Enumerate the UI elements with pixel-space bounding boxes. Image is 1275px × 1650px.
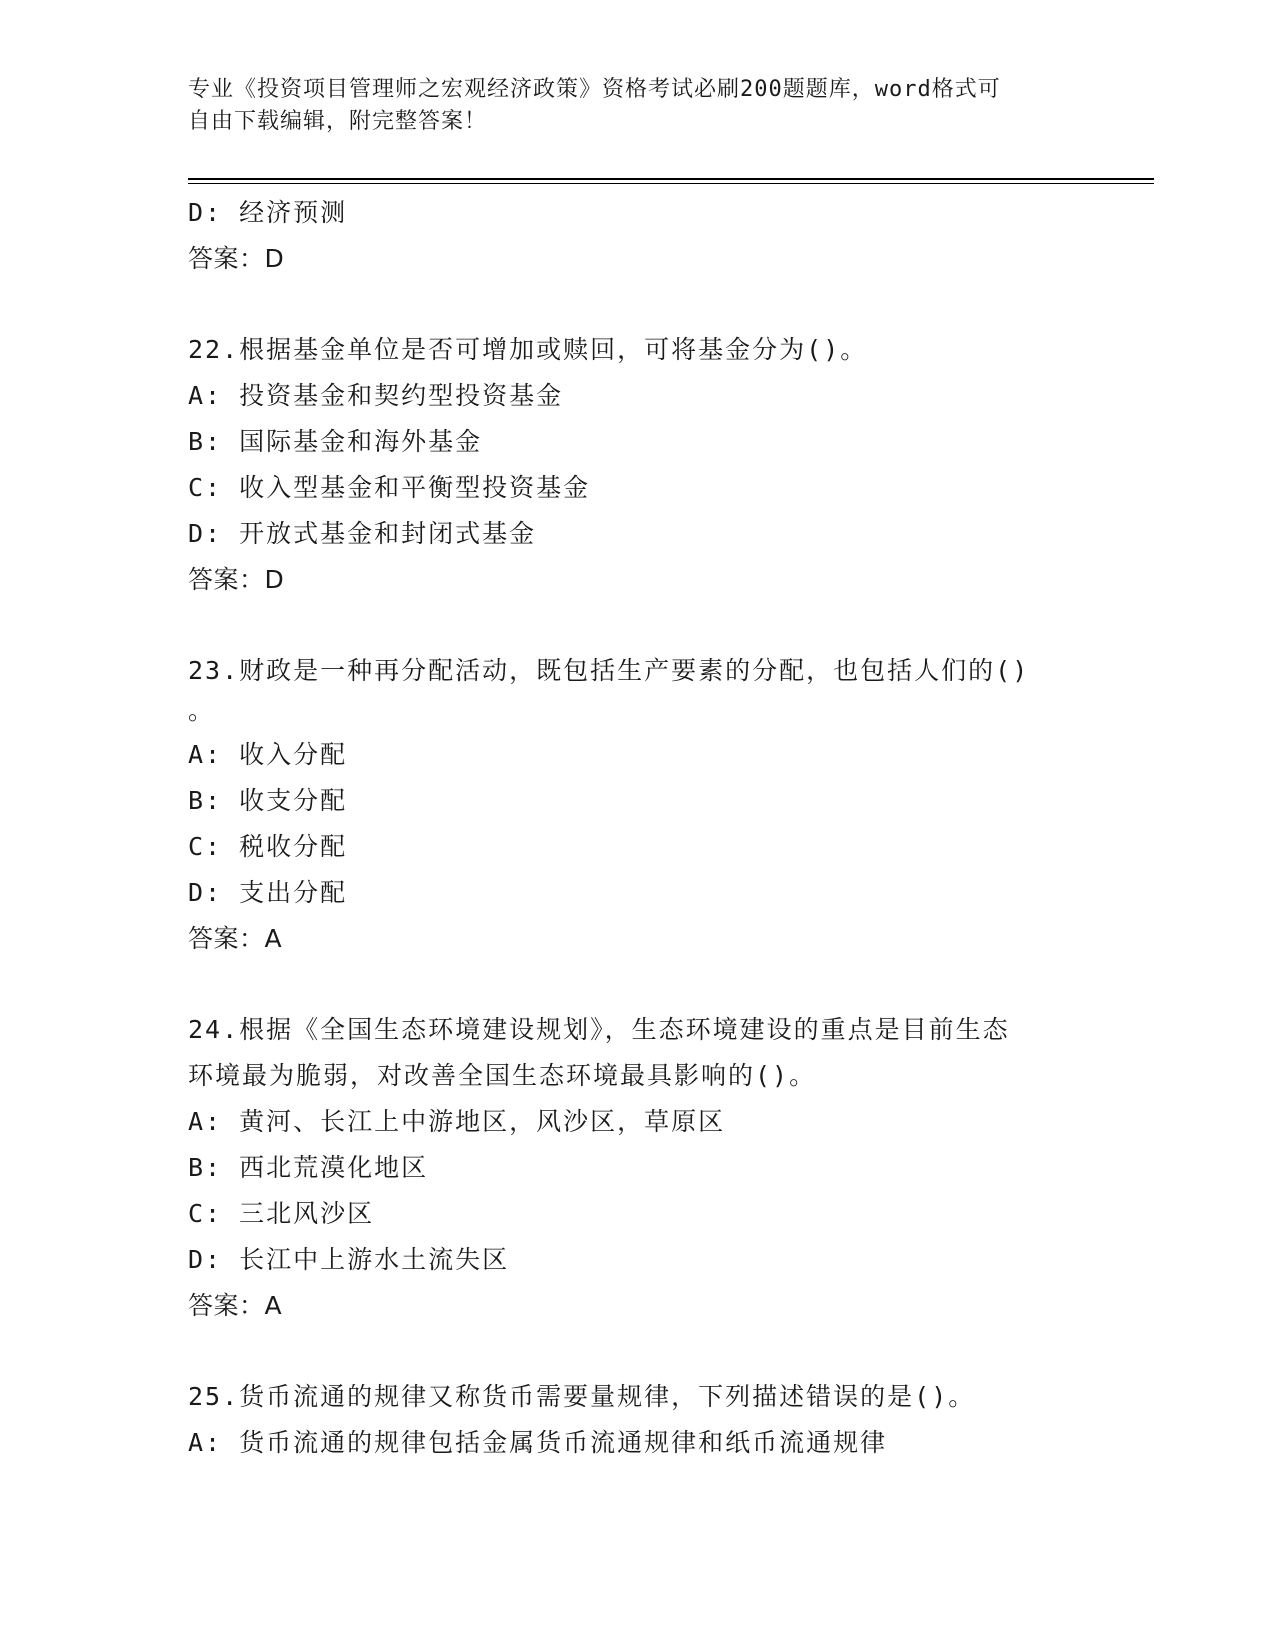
question-24-text-line-1: 24.根据《全国生态环境建设规划》，生态环境建设的重点是目前生态 xyxy=(188,1015,1010,1044)
question-24-option-c: C: 三北风沙区 xyxy=(188,1199,375,1228)
question-23-text-line-1: 23.财政是一种再分配活动，既包括生产要素的分配，也包括人们的() xyxy=(188,656,1030,685)
question-list xyxy=(188,190,1088,1466)
document-header xyxy=(188,74,1068,138)
spacer xyxy=(188,282,1088,327)
question-22-option-a: A: 投资基金和契约型投资基金 xyxy=(188,381,564,410)
question-22 xyxy=(188,327,1088,603)
question-22-answer: 答案：D xyxy=(188,565,285,594)
question-23-option-b: B: 收支分配 xyxy=(188,786,348,815)
spacer xyxy=(188,603,1088,648)
question-24-answer: 答案：A xyxy=(188,1291,283,1320)
question-25 xyxy=(188,1374,1088,1466)
question-23-text-line-2: 。 xyxy=(188,696,216,725)
question-23 xyxy=(188,648,1088,962)
question-23-option-c: C: 税收分配 xyxy=(188,832,348,861)
question-24-option-b: B: 西北荒漠化地区 xyxy=(188,1153,429,1182)
prev-answer: 答案：D xyxy=(188,244,285,273)
header-rule-thick xyxy=(188,178,1154,180)
question-22-option-c: C: 收入型基金和平衡型投资基金 xyxy=(188,473,591,502)
spacer xyxy=(188,962,1088,1007)
prev-option-d: D: 经济预测 xyxy=(188,198,348,227)
question-22-option-b: B: 国际基金和海外基金 xyxy=(188,427,483,456)
question-24 xyxy=(188,1007,1088,1329)
question-25-text: 25.货币流通的规律又称货币需要量规律，下列描述错误的是()。 xyxy=(188,1382,976,1411)
question-24-option-a: A: 黄河、长江上中游地区，风沙区，草原区 xyxy=(188,1107,726,1136)
spacer xyxy=(188,1329,1088,1374)
question-22-option-d: D: 开放式基金和封闭式基金 xyxy=(188,519,537,548)
header-line-1: 专业《投资项目管理师之宏观经济政策》资格考试必刷200题题库，word格式可 xyxy=(188,77,1001,102)
question-24-option-d: D: 长江中上游水土流失区 xyxy=(188,1245,510,1274)
question-23-option-d: D: 支出分配 xyxy=(188,878,348,907)
question-23-option-a: A: 收入分配 xyxy=(188,740,348,769)
question-23-answer: 答案：A xyxy=(188,924,283,953)
header-line-2: 自由下载编辑，附完整答案！ xyxy=(188,109,488,134)
question-22-text: 22.根据基金单位是否可增加或赎回，可将基金分为()。 xyxy=(188,335,868,364)
question-25-option-a: A: 货币流通的规律包括金属货币流通规律和纸币流通规律 xyxy=(188,1428,888,1457)
question-24-text-line-2: 环境最为脆弱，对改善全国生态环境最具影响的()。 xyxy=(188,1061,817,1090)
header-rule-thin xyxy=(188,183,1154,184)
